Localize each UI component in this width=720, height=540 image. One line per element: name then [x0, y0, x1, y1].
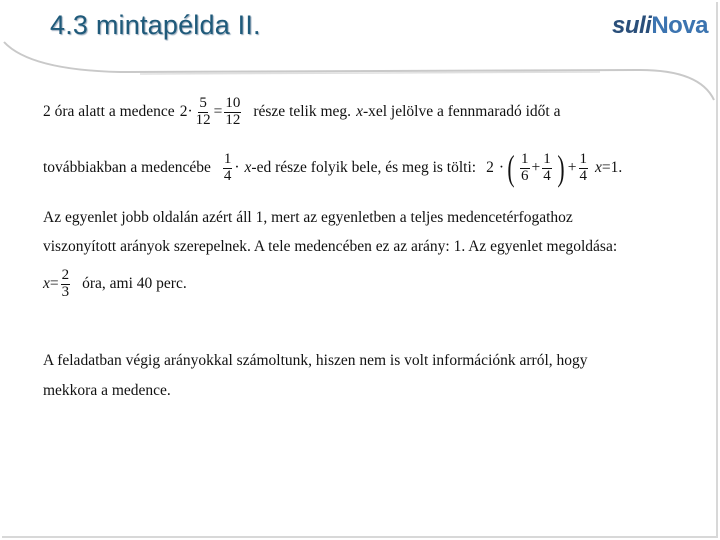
- line1-equals: =: [213, 103, 223, 121]
- line5-frac-den: 3: [61, 283, 70, 300]
- line2-dot: ·: [234, 159, 240, 176]
- line1-fraction-2: [224, 96, 241, 129]
- text-line-3: Az egyenlet jobb oldalán azért áll 1, mert az egyenletben a teljes medencetérfogathoz: [43, 209, 573, 226]
- line1-variable: x: [356, 103, 363, 121]
- line1-fraction-1: [195, 96, 212, 129]
- eq-f1-num: 1: [521, 150, 529, 167]
- line1-frac2-num: 10: [225, 95, 241, 111]
- text-line-6: A feladatban végig arányokkal számoltunk, hiszen nem is volt információnk arról, hogy: [43, 352, 588, 369]
- line5-frac-num: 2: [61, 267, 70, 283]
- eq-dot: ·: [498, 159, 505, 176]
- eq-coef: 2: [486, 159, 494, 176]
- eq-fraction-1: [520, 152, 530, 185]
- eq-paren-close: ): [557, 148, 565, 188]
- text-line-1: [43, 96, 561, 129]
- eq-equals: =: [601, 159, 611, 176]
- logo-part-nova: Nova: [651, 12, 709, 39]
- line1-coef: 2: [179, 103, 188, 121]
- text-line-7: mekkora a medence.: [43, 382, 171, 399]
- line5-text-after: óra, ami 40 perc.: [82, 275, 187, 293]
- line2-frac-num: 1: [223, 150, 232, 167]
- slide-title: 4.3 mintapélda II.: [50, 10, 261, 40]
- eq-f1-den: 6: [521, 167, 529, 184]
- line2-text-after: -ed része folyik bele, és meg is tölti:: [251, 159, 477, 176]
- eq-f3-num: 1: [579, 150, 588, 167]
- line2-text-before: továbbiakban a medencébe: [43, 159, 211, 176]
- line1-frac2-den: 12: [225, 111, 241, 128]
- eq-f2-num: 1: [543, 150, 551, 167]
- line1-frac1-den: 12: [195, 111, 211, 128]
- line2-variable: x: [244, 159, 252, 176]
- eq-period: .: [618, 159, 623, 176]
- text-line-4: viszonyított arányok szerepelnek. A tele medencében ez az arány: 1. Az egyenlet megoldása:: [43, 238, 618, 255]
- line5-variable: x: [43, 275, 50, 293]
- logo-part-suli: suli: [612, 12, 652, 39]
- text-line-2: [43, 150, 622, 186]
- eq-variable: x: [595, 159, 602, 176]
- eq-paren-open: (: [507, 148, 515, 188]
- line1-text-after2: -xel jelölve a fennmaradó időt a: [362, 103, 561, 121]
- line2-frac-den: 4: [223, 167, 232, 184]
- eq-fraction-2: [542, 152, 552, 185]
- line1-text-after: része telik meg.: [253, 103, 352, 121]
- eq-fraction-3: [579, 152, 589, 185]
- line5-equals: =: [49, 275, 59, 293]
- text-line-5: [43, 268, 187, 301]
- eq-plus-1: +: [531, 159, 541, 176]
- line1-frac1-num: 5: [199, 95, 207, 111]
- eq-plus-2: +: [567, 159, 577, 176]
- line1-text-before: 2 óra alatt a medence: [43, 103, 175, 121]
- line5-fraction: [61, 268, 71, 301]
- eq-f2-den: 4: [543, 167, 551, 184]
- eq-f3-den: 4: [579, 167, 588, 184]
- line1-dot: ·: [187, 103, 193, 121]
- eq-rhs: 1: [610, 159, 619, 176]
- line2-fraction: [223, 152, 233, 185]
